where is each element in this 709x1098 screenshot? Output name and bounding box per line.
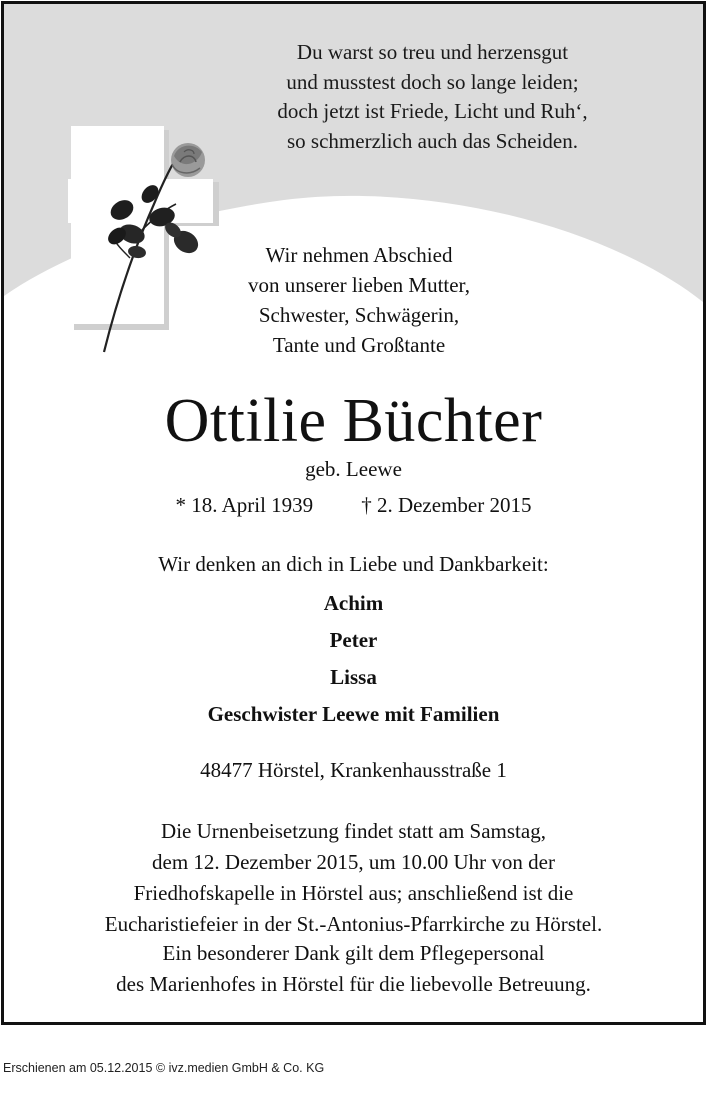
mourner-name: Lissa [330, 665, 377, 689]
birth-date: * 18. April 1939 [175, 493, 314, 517]
intro-line: Wir nehmen Abschied [265, 243, 453, 267]
intro-line: Tante und Großtante [272, 333, 446, 357]
poem-line: so schmerzlich auch das Scheiden. [287, 128, 578, 153]
gratitude-line: des Marienhofes in Hörstel für die liebevolle Betreuung. [116, 972, 591, 996]
farewell-intro [4, 240, 706, 360]
mourner-name: Geschwister Leewe mit Familien [207, 702, 500, 726]
deceased-name: Ottilie Büchter [164, 387, 543, 455]
obituary-notice [1, 1, 706, 1025]
birth-name: geb. Leewe [305, 457, 402, 481]
gratitude-line: Ein besonderer Dank gilt dem Pflegepersonal [162, 941, 545, 965]
intro-line: Schwester, Schwägerin, [258, 303, 460, 327]
funeral-details [4, 816, 703, 940]
poem-line: Du warst so treu und herzensgut [296, 40, 569, 64]
mourner-name: Achim [323, 591, 384, 615]
poem [162, 38, 703, 156]
poem-line: und musstest doch so lange leiden; [286, 69, 579, 94]
publication-footer: Erschienen am 05.12.2015 © ivz.medien GmbH & Co. KG [3, 1061, 325, 1075]
funeral-line: Friedhofskapelle in Hörstel aus; anschließend ist die [133, 881, 574, 905]
funeral-line: Die Urnenbeisetzung findet statt am Samstag, [161, 819, 546, 843]
mourner-name: Peter [329, 628, 378, 652]
funeral-line: Eucharistiefeier in der St.-Antonius-Pfarrkirche zu Hörstel. [104, 912, 603, 936]
poem-line: doch jetzt ist Friede, Licht und Ruh‘, [277, 99, 588, 123]
death-date: † 2. Dezember 2015 [361, 493, 532, 517]
mourners-heading: Wir denken an dich in Liebe und Dankbarkeit: [158, 552, 549, 576]
funeral-line: dem 12. Dezember 2015, um 10.00 Uhr von der [152, 850, 555, 874]
address: 48477 Hörstel, Krankenhausstraße 1 [200, 758, 507, 782]
mourners-list [4, 585, 703, 733]
intro-line: von unserer lieben Mutter, [248, 273, 470, 297]
gratitude-note [4, 938, 703, 1000]
life-dates [4, 492, 703, 518]
